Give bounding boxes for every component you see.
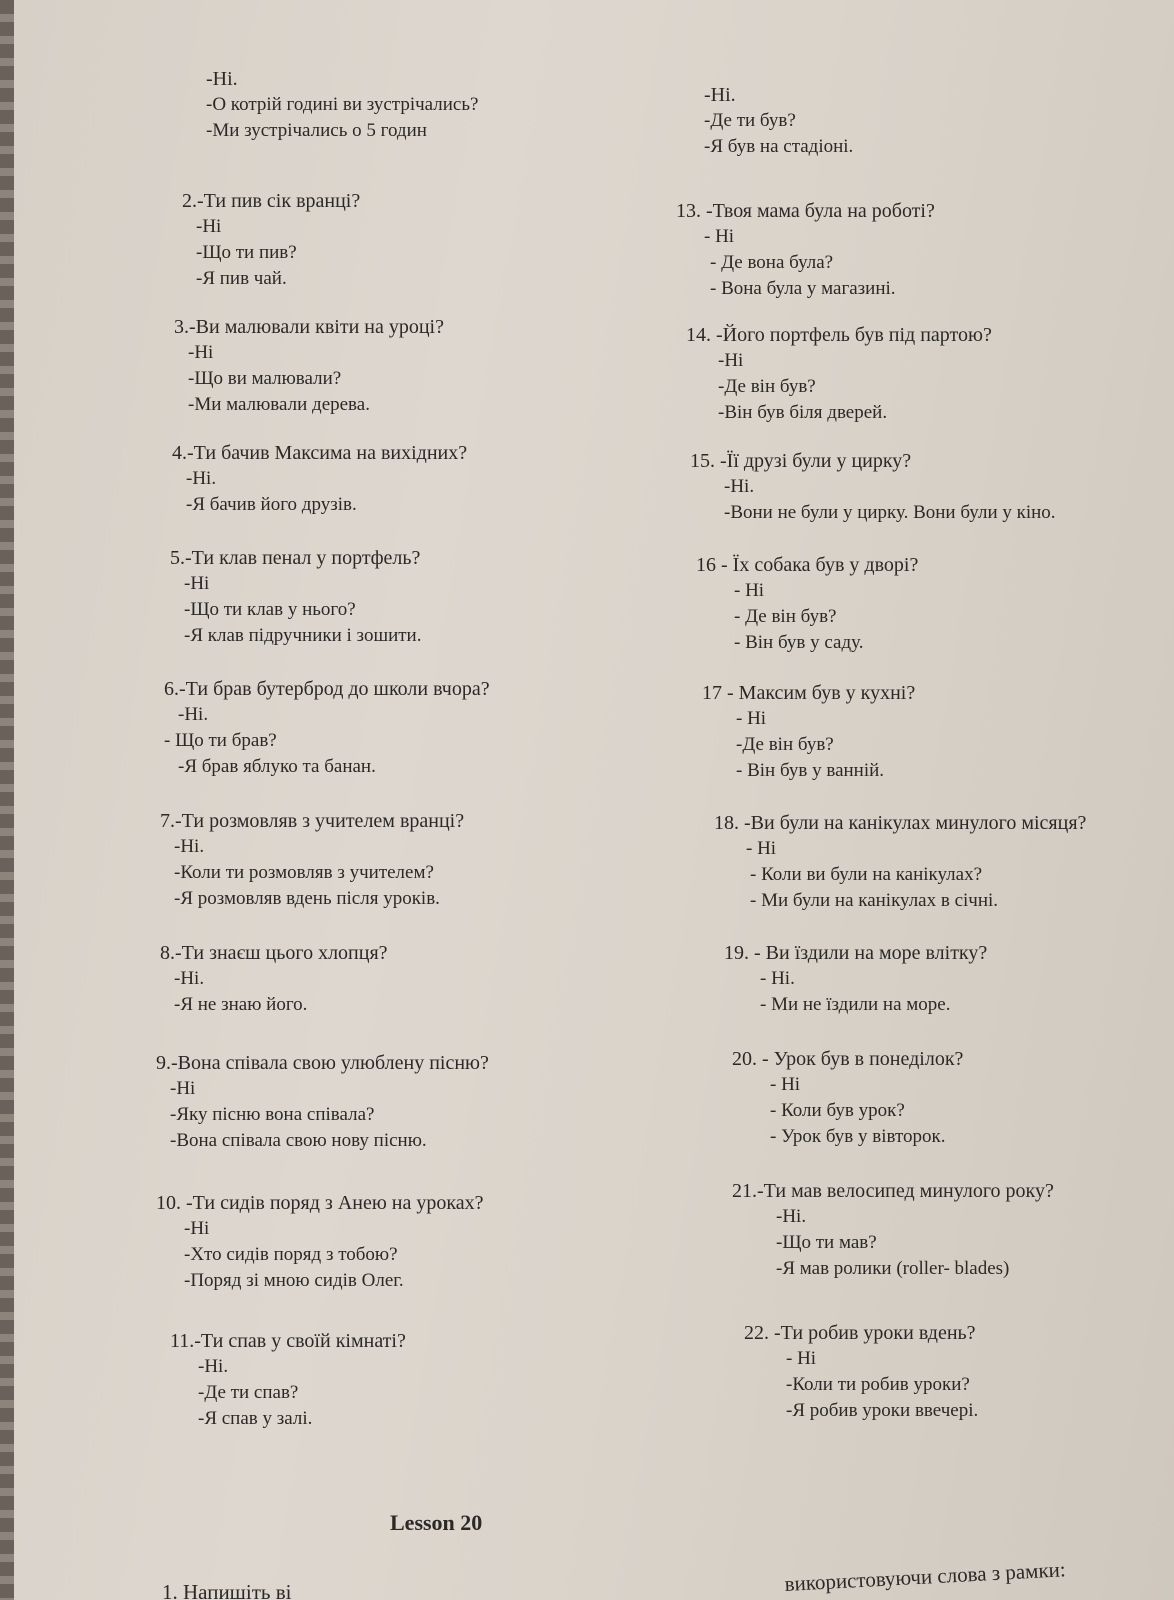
question: 6.-Ти брав бутерброд до школи вчора? bbox=[164, 678, 490, 700]
answer-line: -Ні. bbox=[776, 1206, 807, 1227]
question: -Ні. bbox=[704, 84, 736, 106]
dialogue-item bbox=[732, 1178, 1054, 1282]
answer-line: -Де ти був? bbox=[704, 110, 796, 131]
answer-line: - Коли був урок? bbox=[770, 1100, 905, 1121]
answer-line: -Ні bbox=[184, 1218, 210, 1239]
question: 21.-Ти мав велосипед минулого року? bbox=[732, 1180, 1054, 1202]
answer-line: -О котрій годині ви зустрічались? bbox=[206, 94, 479, 115]
answer-line: -Що ти клав у нього? bbox=[184, 599, 356, 620]
page-binding-edge bbox=[0, 0, 14, 1600]
lesson-title: Lesson 20 bbox=[390, 1510, 483, 1535]
dialogue-item bbox=[160, 808, 464, 912]
answer-line: -Ні bbox=[188, 342, 214, 363]
answer-line: -Коли ти робив уроки? bbox=[786, 1374, 970, 1395]
question: 20. - Урок був в понеділок? bbox=[732, 1048, 964, 1070]
answer-line: - Ми були на канікулах в січні. bbox=[750, 890, 999, 911]
answer-line: - Ми не їздили на море. bbox=[760, 994, 951, 1015]
answer-line: -Він був біля дверей. bbox=[718, 402, 888, 423]
answer-line: - Ні. bbox=[760, 968, 795, 989]
answer-line: - Ні bbox=[704, 226, 735, 247]
question: 7.-Ти розмовляв з учителем вранці? bbox=[160, 810, 465, 832]
question: 2.-Ти пив сік вранці? bbox=[182, 190, 361, 212]
answer-line: -Я був на стадіоні. bbox=[704, 136, 854, 157]
answer-line: -Я не знаю його. bbox=[174, 994, 308, 1015]
dialogue-item bbox=[174, 314, 444, 418]
dialogue-item bbox=[724, 940, 987, 1018]
answer-line: - Він був у ванній. bbox=[736, 760, 885, 781]
answer-line: -Що ти мав? bbox=[776, 1232, 877, 1253]
answer-line: -Ми зустрічались о 5 годин bbox=[206, 120, 427, 141]
question: 18. -Ви були на канікулах минулого місяця? bbox=[714, 812, 1087, 834]
dialogue-item bbox=[156, 1050, 489, 1154]
answer-line: - Що ти брав? bbox=[164, 730, 277, 751]
question: 16 - Їх собака був у дворі? bbox=[696, 554, 919, 576]
answer-line: -Де він був? bbox=[736, 734, 834, 755]
dialogue-item bbox=[676, 198, 935, 302]
answer-line: -Ні bbox=[170, 1078, 196, 1099]
answer-line: - Ні bbox=[746, 838, 777, 859]
dialogue-item bbox=[170, 1328, 406, 1432]
answer-line: - Він був у саду. bbox=[734, 632, 864, 653]
answer-line: - Вона була у магазині. bbox=[710, 278, 896, 299]
answer-line: -Коли ти розмовляв з учителем? bbox=[174, 862, 434, 883]
answer-line: -Що ви малювали? bbox=[188, 368, 342, 389]
answer-line: - Де він був? bbox=[734, 606, 837, 627]
question: 5.-Ти клав пенал у портфель? bbox=[170, 547, 421, 569]
dialogue-item bbox=[744, 1320, 978, 1424]
answer-line: - Ні bbox=[736, 708, 767, 729]
answer-line: - Урок був у вівторок. bbox=[770, 1126, 946, 1147]
dialogue-item bbox=[156, 1190, 484, 1294]
question: 9.-Вона співала свою улюблену пісню? bbox=[156, 1052, 489, 1074]
question: 14. -Його портфель був під партою? bbox=[686, 324, 992, 346]
footer-instruction-text: використовуючи слова з рамки: bbox=[784, 1557, 1067, 1596]
question: 17 - Максим був у кухні? bbox=[702, 682, 916, 704]
dialogue-item bbox=[160, 940, 388, 1018]
dialogue-item bbox=[704, 82, 853, 160]
answer-line: -Я розмовляв вдень після уроків. bbox=[174, 888, 440, 909]
answer-line: -Ні bbox=[196, 216, 222, 237]
dialogue-item bbox=[192, 66, 478, 144]
answer-line: -Я брав яблуко та банан. bbox=[178, 756, 376, 777]
answer-line: -Ми малювали дерева. bbox=[188, 394, 370, 415]
answer-line: -Я робив уроки ввечері. bbox=[786, 1400, 979, 1421]
answer-line: -Я бачив його друзів. bbox=[186, 494, 357, 515]
answer-line: -Ні. bbox=[178, 704, 209, 725]
answer-line: -Ні. bbox=[174, 968, 205, 989]
answer-line: -Ні. bbox=[186, 468, 217, 489]
answer-line: -Я спав у залі. bbox=[198, 1408, 313, 1429]
question: 8.-Ти знаєш цього хлопця? bbox=[160, 942, 388, 964]
answer-line: -Ні. bbox=[174, 836, 205, 857]
answer-line: -Я мав ролики (roller- blades) bbox=[776, 1258, 1010, 1279]
answer-line: -Вона співала свою нову пісню. bbox=[170, 1130, 427, 1151]
answer-line: -Ні. bbox=[724, 476, 755, 497]
answer-line: -Хто сидів поряд з тобою? bbox=[184, 1244, 398, 1265]
answer-line: -Я пив чай. bbox=[196, 268, 287, 289]
question: 22. -Ти робив уроки вдень? bbox=[744, 1322, 976, 1344]
answer-line: -Поряд зі мною сидів Олег. bbox=[184, 1270, 404, 1291]
dialogue-item bbox=[164, 676, 490, 780]
answer-line: -Вони не були у цирку. Вони були у кіно. bbox=[724, 502, 1056, 523]
dialogue-item bbox=[690, 448, 1056, 526]
answer-line: -Я клав підручники і зошити. bbox=[184, 625, 422, 646]
dialogue-item bbox=[686, 322, 992, 426]
dialogue-item bbox=[170, 545, 421, 649]
answer-line: - Де вона була? bbox=[710, 252, 834, 273]
question: 4.-Ти бачив Максима на вихідних? bbox=[172, 442, 468, 464]
question: 11.-Ти спав у своїй кімнаті? bbox=[170, 1330, 406, 1352]
question: 19. - Ви їздили на море влітку? bbox=[724, 942, 988, 964]
footer-task-text: 1. Напишіть ві bbox=[162, 1580, 292, 1600]
answer-line: - Коли ви були на канікулах? bbox=[750, 864, 982, 885]
answer-line: -Ні bbox=[184, 573, 210, 594]
dialogue-item bbox=[702, 680, 915, 784]
question: 13. -Твоя мама була на роботі? bbox=[676, 200, 935, 222]
textbook-page bbox=[14, 0, 1174, 1600]
answer-line: -Ні. bbox=[198, 1356, 229, 1377]
answer-line: - Ні bbox=[786, 1348, 817, 1369]
question: -Ні. bbox=[206, 68, 238, 90]
answer-line: -Ні bbox=[718, 350, 744, 371]
question: 10. -Ти сидів поряд з Анею на уроках? bbox=[156, 1192, 484, 1214]
question: 3.-Ви малювали квіти на уроці? bbox=[174, 316, 444, 338]
answer-line: -Де ти спав? bbox=[198, 1382, 299, 1403]
dialogue-item bbox=[182, 188, 360, 292]
dialogue-item bbox=[696, 552, 918, 656]
question: 15. -Її друзі були у цирку? bbox=[690, 450, 912, 472]
answer-line: -Що ти пив? bbox=[196, 242, 297, 263]
answer-line: -Де він був? bbox=[718, 376, 816, 397]
dialogue-item bbox=[172, 440, 467, 518]
dialogue-item bbox=[714, 810, 1086, 914]
dialogue-item bbox=[732, 1046, 963, 1150]
answer-line: - Ні bbox=[770, 1074, 801, 1095]
answer-line: - Ні bbox=[734, 580, 765, 601]
answer-line: -Яку пісню вона співала? bbox=[170, 1104, 375, 1125]
